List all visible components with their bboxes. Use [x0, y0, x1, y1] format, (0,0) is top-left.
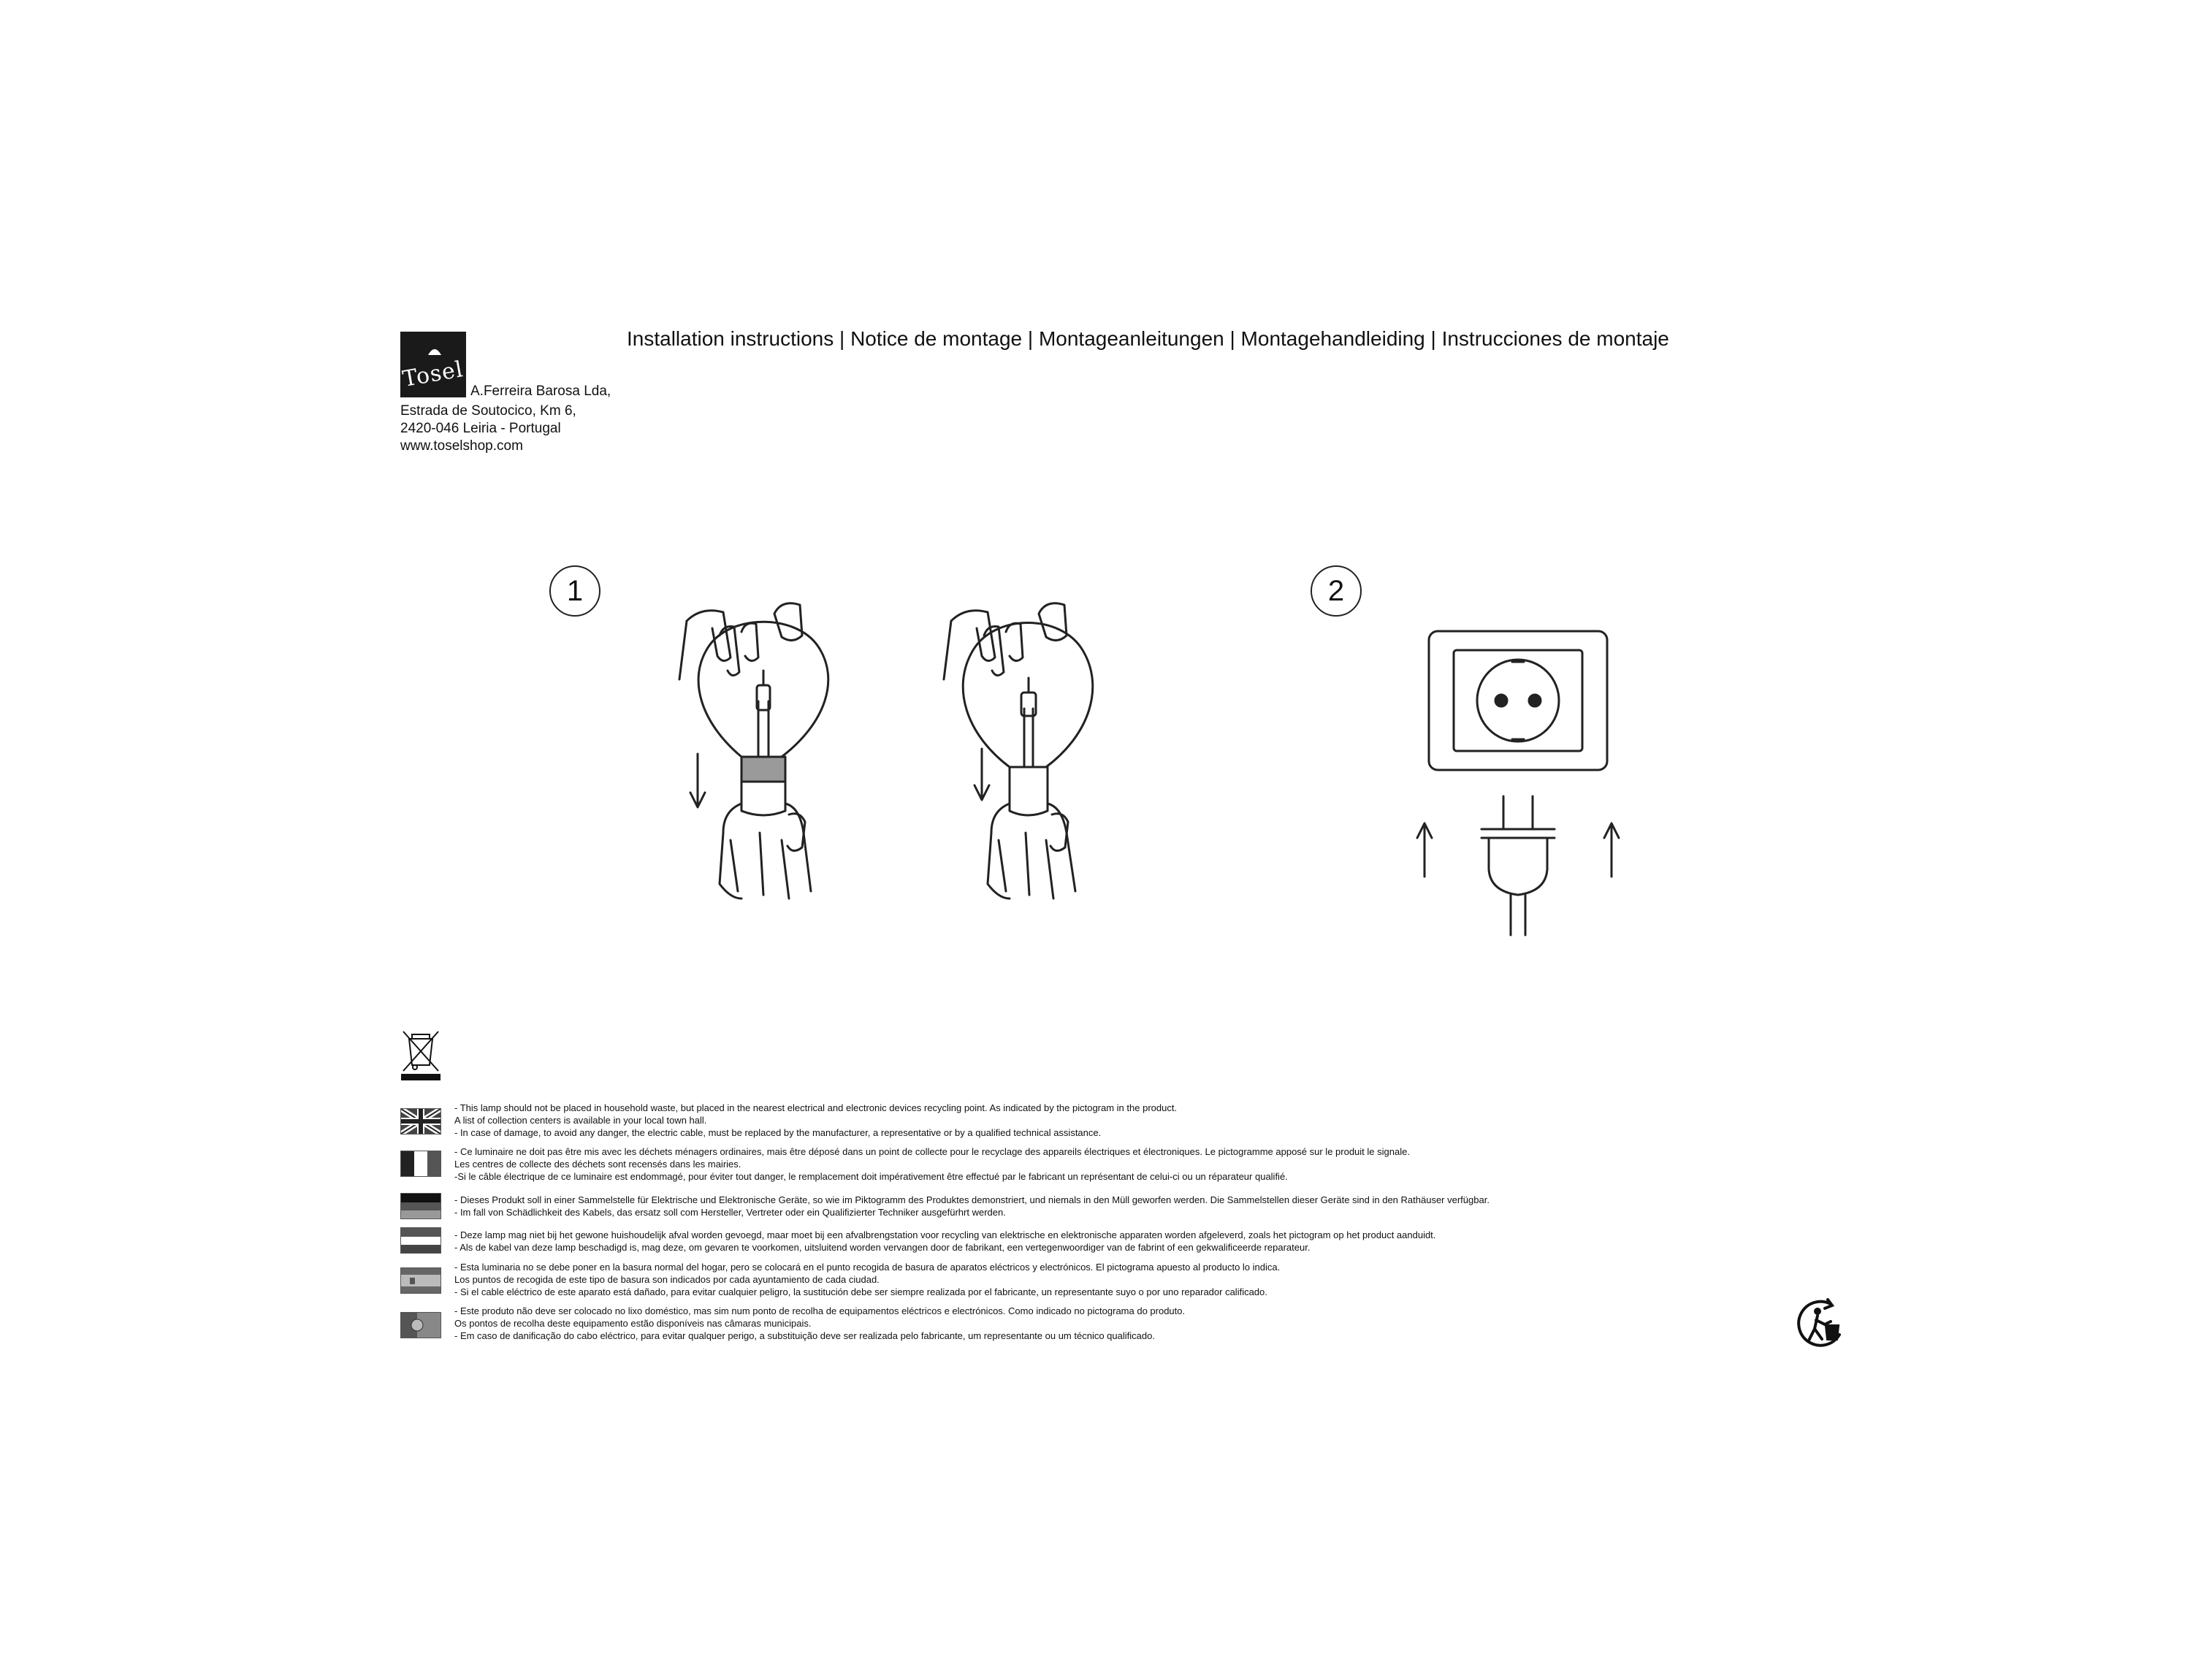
note-en-line-3: - In case of damage, to avoid any danger, the electric cable, must be replaced by the manufacturer, a representative or by a qualified technical assistance.: [454, 1127, 1102, 1138]
spain-flag-icon: [400, 1267, 441, 1294]
note-de-line-1: - Dieses Produkt soll in einer Sammelstelle für Elektrische und Elektronische Geräte, so wie im Piktogramm des Produktes demonstriert, und niemals in den Müll geworfen werden. Die Sammelstellen dieser Geräte sind in den Rathäuser verfügbar.: [454, 1194, 1490, 1205]
page-title: Installation instructions | Notice de montage | Montageanleitungen | Montagehandleiding | Instrucciones de montaje: [627, 327, 1669, 350]
step-1-badge: 1: [549, 565, 600, 617]
disposal-note-en: [454, 1102, 1177, 1139]
note-pt-line-1: - Este produto não deve ser colocado no lixo doméstico, mas sim num ponto de recolha de equipamentos eléctricos e electrónicos. Como indicado no pictograma do produto.: [454, 1305, 1186, 1316]
france-flag-icon: [400, 1151, 441, 1177]
address-street: Estrada de Soutocico, Km 6,: [400, 403, 576, 419]
lamp-logo-icon: [427, 345, 443, 356]
triman-recycling-icon: [1793, 1297, 1848, 1352]
note-nl-line-1: - Deze lamp mag niet bij het gewone huishoudelijk afval worden gevoegd, maar moet bij een afvalbrengstation voor recycling van elektrische en elektronische apparaten worden afgeleverd, zoals het pictogram op het product aanduidt.: [454, 1229, 1436, 1240]
disposal-note-pt: [454, 1305, 1185, 1342]
netherlands-flag-icon: [400, 1227, 441, 1254]
note-es-line-2: Los puntos de recogida de este tipo de basura son indicados por cada ayuntamiento de cada ciudad.: [454, 1274, 880, 1285]
note-fr-line-2: Les centres de collecte des déchets sont recensés dans les mairies.: [454, 1159, 741, 1170]
portugal-flag-icon: [400, 1312, 441, 1338]
note-fr-line-1: - Ce luminaire ne doit pas être mis avec les déchets ménagers ordinaires, mais être déposé dans un point de collecte pour le recyclage des appareils électriques et électroniques. Le pictogramme apposé sur le produit le signale.: [454, 1146, 1410, 1157]
uk-flag-icon: [400, 1108, 441, 1134]
plug-socket-illustration: [1388, 614, 1651, 942]
disposal-note-fr: [454, 1145, 1410, 1183]
note-en-line-1: - This lamp should not be placed in household waste, but placed in the nearest electrical and electronic devices recycling point. As indicated by the pictogram in the product.: [454, 1102, 1178, 1113]
disposal-note-nl: [454, 1229, 1435, 1254]
disposal-note-de: [454, 1194, 1490, 1218]
weee-bin-icon: [400, 1029, 441, 1081]
step-2-badge: 2: [1311, 565, 1362, 617]
note-fr-line-3: -Si le câble électrique de ce luminaire est endommagé, pour éviter tout danger, le remplacement doit impérativement être effectué par le fabricant un représentant de celui-ci ou un réparateur qualifié.: [454, 1171, 1288, 1182]
address-city: 2420-046 Leiria - Portugal: [400, 421, 561, 436]
germany-flag-icon: [400, 1193, 441, 1219]
address-website: www.toselshop.com: [400, 438, 523, 454]
bulb-insert-illustration-left: [672, 592, 847, 906]
bulb-insert-illustration-right: [937, 592, 1112, 906]
address-company: A.Ferreira Barosa Lda,: [470, 384, 611, 399]
note-pt-line-2: Os pontos de recolha deste equipamento estão disponíveis nas câmaras municipais.: [454, 1318, 812, 1329]
brand-logo-text: Tosel: [400, 356, 466, 392]
note-es-line-3: - Si el cable eléctrico de este aparato está dañado, para evitar cualquier peligro, la sustitución debe ser siempre realizada por el fabricante, un representante suyo o por uno reparador calificado.: [454, 1286, 1267, 1297]
note-es-line-1: - Esta luminaria no se debe poner en la basura normal del hogar, pero se colocará en el punto recogida de basura de aparatos eléctricos y electrónicos. El pictograma apuesto al producto lo indica.: [454, 1262, 1281, 1273]
note-en-line-2: A list of collection centers is available in your local town hall.: [454, 1115, 707, 1126]
note-de-line-2: - Im fall von Schädlichkeit des Kabels, das ersatz soll com Hersteller, Vertreter oder ein Qualifizierter Techniker ausgefürhrt werden.: [454, 1207, 1006, 1218]
note-pt-line-3: - Em caso de danificação do cabo eléctrico, para evitar qualquer perigo, a substituição deve ser realizada pelo fabricante, um representante ou um técnico qualificado.: [454, 1330, 1155, 1341]
note-nl-line-2: - Als de kabel van deze lamp beschadigd is, mag deze, om gevaren te voorkomen, uitsluitend worden vervangen door de fabrikant, een vertegenwoordiger van de fabrint of een gekwalificeerde reparateur.: [454, 1242, 1311, 1253]
disposal-note-es: [454, 1261, 1280, 1298]
brand-logo: [400, 332, 466, 397]
